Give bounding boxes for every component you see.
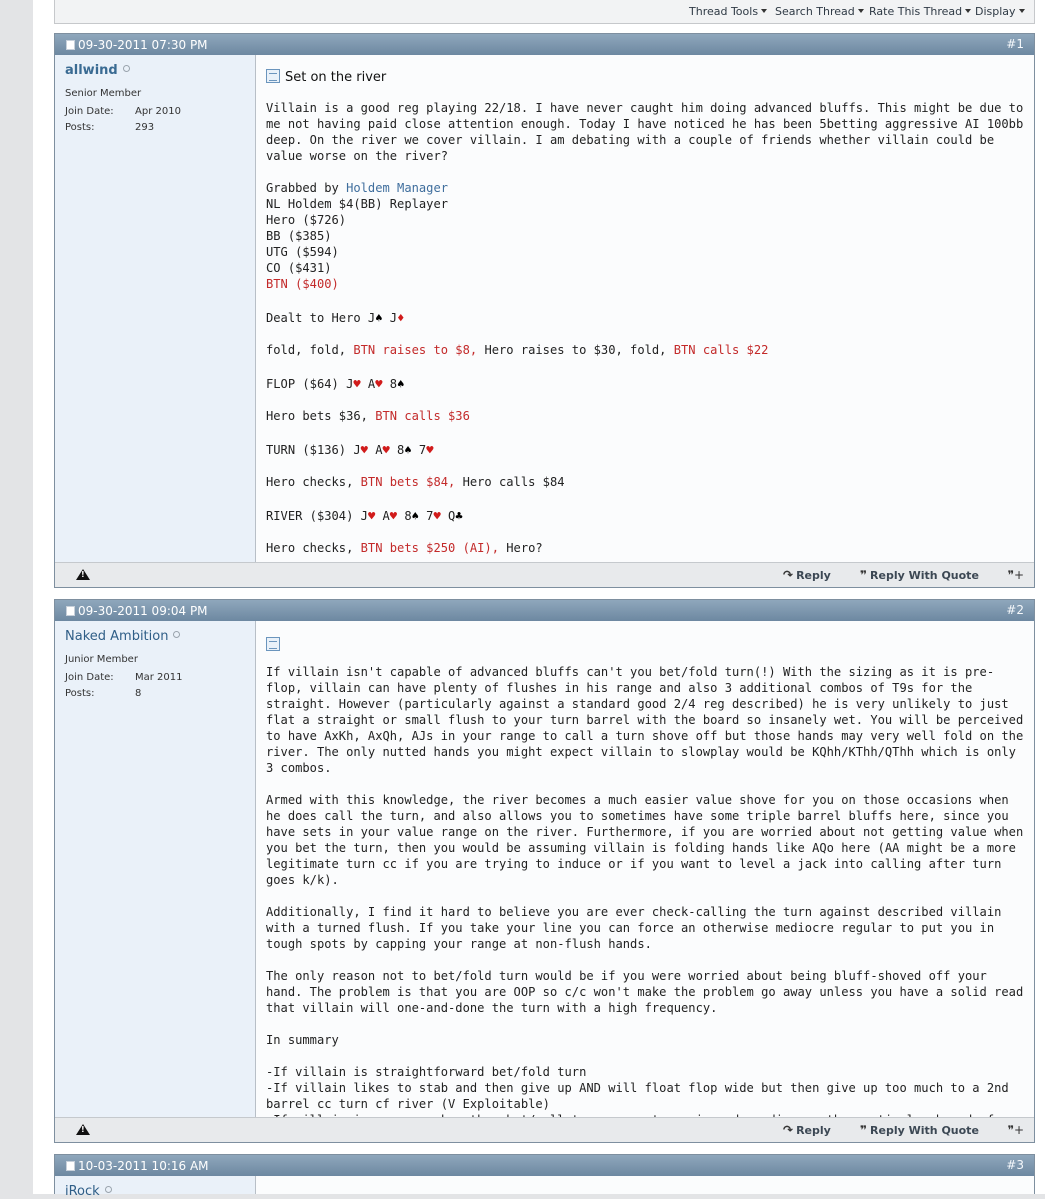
username-text: Naked Ambition: [65, 629, 169, 644]
player-line: BB ($385): [266, 229, 332, 243]
post-number-link[interactable]: #2: [1006, 603, 1024, 617]
reply-with-quote-label: Reply With Quote: [870, 569, 979, 582]
document-icon: [266, 637, 280, 651]
btn-raise-text: BTN raises to $8,: [353, 343, 478, 357]
intro-paragraph: Villain is a good reg playing 22/18. I have never caught him doing advanced bluffs. This might be due to me not having paid close attention enough. Today I have noticed he has been 5betting aggressive AI 100bb deep. On the river we cover villain. I am debating with a couple of friends whether villain could be value worse on the river?: [266, 101, 1024, 163]
post-number-link[interactable]: #3: [1006, 1158, 1024, 1172]
player-line: Hero ($726): [266, 213, 347, 227]
reply-button[interactable]: [783, 568, 831, 582]
post-title-text: Set on the river: [285, 70, 387, 85]
summary-item: -If villain likes to stab and then give up AND will float flop wide but then give up too much to a 2nd barrel cc turn cf river (V Exploitable): [266, 1081, 1009, 1111]
offline-status-icon: [173, 631, 180, 638]
post-date-text: 10-03-2011 10:16 AM: [78, 1159, 209, 1173]
document-icon: [266, 69, 280, 83]
post-icon: [66, 606, 75, 616]
post-number-link[interactable]: #1: [1006, 37, 1024, 51]
user-info: [55, 1176, 256, 1199]
post-date: [66, 1159, 209, 1173]
username-link[interactable]: [65, 629, 180, 644]
chevron-down-icon: [761, 9, 767, 13]
username-text: allwind: [65, 63, 118, 78]
spade-icon: ♠: [375, 311, 383, 325]
post-3: [54, 1154, 1035, 1199]
reply-with-quote-button[interactable]: [860, 1123, 979, 1137]
turn-action-line: [266, 474, 1026, 490]
username-link[interactable]: [65, 1184, 112, 1199]
post-date: [66, 38, 208, 52]
post-header: [55, 34, 1034, 55]
river-action-line: [266, 540, 1026, 556]
post-count-label: Posts:: [65, 688, 95, 699]
user-title: Junior Member: [65, 654, 138, 665]
river-line: RIVER ($304) J♥ A♥ 8♠ 7♥ Q♣: [266, 509, 463, 523]
post-footer: [55, 1117, 1034, 1142]
heart-icon: ♥: [426, 443, 434, 457]
search-thread-label: Search Thread: [775, 5, 855, 18]
message-paragraph: Armed with this knowledge, the river becomes a much easier value shove for you on those occasions when he does call the turn, and also allows you to sometimes have some triple barrel bluffs here, since you have sets in your value range on the river. Furthermore, if you are worried about not getting value when you bet the turn, then you would be assuming villain is folding hands like AQo here (AA might be a more legitimate turn cc if you are trying to induce or if you want to level a jack into calling after turn goes k/k).: [266, 793, 1024, 887]
reply-with-quote-button[interactable]: [860, 568, 979, 582]
grabbed-by-text: Grabbed by: [266, 181, 339, 195]
player-line: UTG ($594): [266, 245, 339, 259]
reply-arrow-icon: ↷: [783, 568, 794, 582]
multi-quote-icon[interactable]: ❞+: [1007, 568, 1024, 582]
reply-label: Reply: [796, 569, 831, 582]
user-info: [55, 55, 256, 562]
summary-item: -If villain is straightforward bet/fold turn: [266, 1065, 587, 1079]
message-paragraph: Additionally, I find it hard to believe you are ever check-calling the turn against described villain with a turned flush. If you take your line you can force an otherwise mediocre regular to put you in tough spots by capping your range at non-flush hands.: [266, 905, 1002, 951]
message-paragraph: In summary: [266, 1033, 339, 1047]
display-label: Display: [975, 5, 1016, 18]
chevron-down-icon: [965, 9, 971, 13]
offline-status-icon: [123, 65, 130, 72]
player-line: CO ($431): [266, 261, 332, 275]
thread-toolbar: [54, 0, 1035, 24]
post-message: [266, 100, 1026, 556]
rate-thread-label: Rate This Thread: [869, 5, 963, 18]
message-paragraph: If villain isn't capable of advanced bluffs can't you bet/fold turn(!) With the sizing as it is pre-flop, villain can have plenty of flushes in his range and also 3 additional combos of T9s for the straight. However (particularly against a standard good 2/4 reg described) he is very unlikely to just flat a straight or small flush to your turn barrel with the board so insanely wet. You will be perceived to have AxKh, AxQh, AJs in your range to call a turn shove off but those hands may very well fold on the river. The only nutted hands you might expect villain to slowplay would be KQhh/KThh/QThh which is only 3 combos.: [266, 665, 1024, 775]
join-date-label: Join Date:: [65, 106, 114, 117]
thread-content: [33, 0, 1045, 1199]
river-action-text: Hero checks,: [266, 541, 354, 555]
heart-icon: ♥: [382, 443, 390, 457]
heart-icon: ♥: [353, 377, 361, 391]
heart-icon: ♥: [389, 509, 398, 523]
flop-action-text: Hero bets $36,: [266, 409, 368, 423]
post-body: [256, 55, 1034, 562]
chevron-down-icon: [1019, 9, 1025, 13]
spade-icon: ♠: [404, 443, 412, 457]
post-icon: [66, 1161, 75, 1171]
rate-thread-menu[interactable]: [869, 5, 971, 18]
heart-icon: ♥: [367, 509, 376, 523]
thread-tools-label: Thread Tools: [689, 5, 759, 18]
btn-allin-text: BTN bets $250 (AI),: [360, 541, 499, 555]
join-date-row: [65, 672, 183, 683]
post-count-row: [65, 122, 155, 133]
reply-arrow-icon: ↷: [783, 1123, 794, 1137]
club-icon: ♣: [455, 509, 463, 523]
preflop-text-2: Hero raises to $30, fold,: [484, 343, 667, 357]
user-info: [55, 621, 256, 1117]
heart-icon: ♥: [360, 443, 368, 457]
flop-text: FLOP ($64) J: [266, 377, 354, 391]
post-date: [66, 604, 208, 618]
post-count-label: Posts:: [65, 122, 95, 133]
spade-icon: ♠: [397, 377, 405, 391]
turn-text: TURN ($136) J: [266, 443, 361, 457]
heart-icon: ♥: [375, 377, 383, 391]
holdem-manager-link[interactable]: Holdem Manager: [346, 181, 449, 195]
river-action-text-2: Hero?: [506, 541, 543, 555]
player-line-btn: BTN ($400): [266, 277, 339, 291]
spade-icon: ♠: [411, 509, 419, 523]
multi-quote-icon[interactable]: ❞+: [1007, 1123, 1024, 1137]
username-text: iRock: [65, 1184, 100, 1199]
user-title: Senior Member: [65, 88, 142, 99]
dealt-line: Dealt to Hero J♠ J♦: [266, 311, 405, 325]
join-date-row: [65, 106, 181, 117]
turn-action-text-2: Hero calls $84: [462, 475, 565, 489]
post-date-text: 09-30-2011 07:30 PM: [78, 38, 208, 52]
username-link[interactable]: [65, 63, 130, 78]
post-2: [54, 599, 1035, 1143]
post-date-text: 09-30-2011 09:04 PM: [78, 604, 208, 618]
turn-action-text: Hero checks,: [266, 475, 354, 489]
post-count-value: 293: [135, 122, 155, 133]
post-body: [256, 1176, 1034, 1194]
dealt-text: Dealt to Hero J: [266, 311, 376, 325]
post-message: [266, 664, 1026, 1144]
search-thread-menu[interactable]: [775, 5, 864, 18]
post-count-value: 8: [135, 688, 142, 699]
offline-status-icon: [105, 1186, 112, 1193]
post-footer: [55, 562, 1034, 587]
post-title: [266, 637, 285, 653]
post-1: [54, 33, 1035, 588]
flop-action-line: [266, 408, 1026, 424]
report-post-icon[interactable]: [76, 1124, 90, 1135]
message-paragraph: The only reason not to bet/fold turn would be if you were worried about being bluff-shoved off your hand. The problem is that you are OOP so c/c won't make the problem go away unless you have a solid read that villain will one-and-done the turn with a high frequency.: [266, 969, 1024, 1015]
reply-button[interactable]: [783, 1123, 831, 1137]
diamond-icon: ♦: [397, 311, 405, 325]
post-title: [266, 69, 386, 85]
quote-bubble-icon: ❞: [860, 568, 868, 582]
post-count-row: [65, 688, 142, 699]
river-text: RIVER ($304) J: [266, 509, 368, 523]
game-line: NL Holdem $4(BB) Replayer: [266, 197, 449, 211]
preflop-line: [266, 342, 1026, 358]
grabbed-line: [266, 180, 1026, 196]
join-date-value: Apr 2010: [135, 106, 181, 117]
post-body: [256, 621, 1034, 1117]
chevron-down-icon: [858, 9, 864, 13]
left-gutter: [0, 0, 33, 1194]
join-date-label: Join Date:: [65, 672, 114, 683]
display-menu[interactable]: [975, 5, 1025, 18]
preflop-text: fold, fold,: [266, 343, 347, 357]
join-date-value: Mar 2011: [135, 672, 183, 683]
reply-label: Reply: [796, 1124, 831, 1137]
thread-tools-menu[interactable]: [689, 5, 767, 18]
btn-call-text: BTN calls $22: [673, 343, 769, 357]
post-header: [55, 600, 1034, 621]
btn-call-text: BTN calls $36: [375, 409, 470, 423]
flop-line: FLOP ($64) J♥ A♥ 8♠: [266, 377, 405, 391]
post-header: [55, 1155, 1034, 1176]
reply-with-quote-label: Reply With Quote: [870, 1124, 979, 1137]
heart-icon: ♥: [433, 509, 441, 523]
report-post-icon[interactable]: [76, 569, 90, 580]
turn-line: TURN ($136) J♥ A♥ 8♠ 7♥: [266, 443, 434, 457]
btn-bet-text: BTN bets $84,: [360, 475, 456, 489]
quote-bubble-icon: ❞: [860, 1123, 868, 1137]
post-icon: [66, 40, 75, 50]
